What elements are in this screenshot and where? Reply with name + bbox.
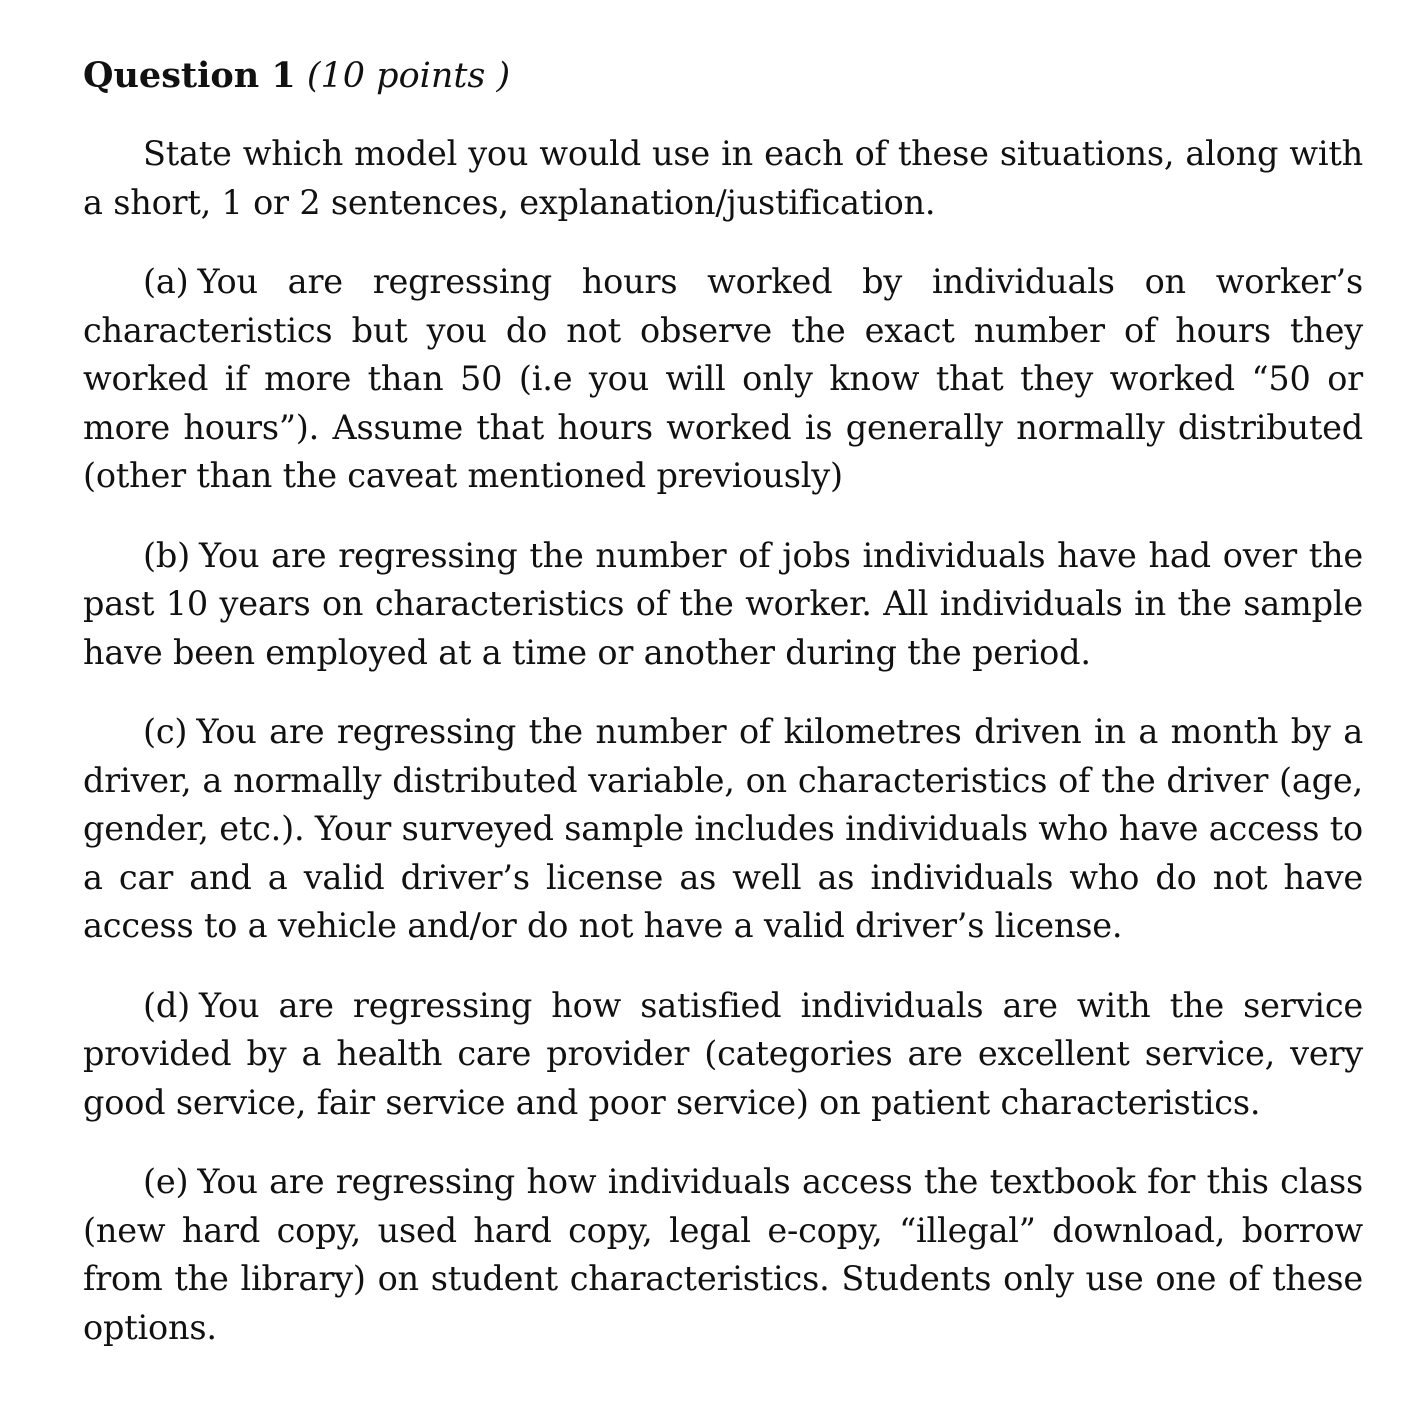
item-a xyxy=(83,258,1363,501)
question-heading xyxy=(83,52,1363,100)
item-text: You are regressing how satisfied individuals are with the service provided by a health care provider (categories are excellent service, very good service, fair service and poor service) on patient characteristics. xyxy=(83,985,1363,1122)
item-label: (e) xyxy=(143,1162,189,1201)
item-label: (a) xyxy=(143,262,189,301)
item-label: (b) xyxy=(143,535,190,575)
item-c xyxy=(83,708,1363,951)
item-text: You are regressing hours worked by individuals on worker’s characteristics but you do not observe the exact number of hours they worked if more than 50 (i.e you will only know that they worked “50 or more hours”). Assume that hours worked is generally normally distributed (other than the caveat mentioned previously) xyxy=(83,262,1363,495)
question-page xyxy=(83,52,1363,1352)
item-text: You are regressing how individuals access the textbook for this class (new hard copy, used hard copy, legal e-copy, “illegal” download, borrow from the library) on student characteristics. Students only use one of these options. xyxy=(83,1162,1363,1347)
question-intro: State which model you would use in each of these situations, along with a short, 1 or 2 sentences, explanation/justification. xyxy=(83,134,1363,222)
item-e xyxy=(83,1158,1363,1352)
item-label: (c) xyxy=(143,712,188,751)
question-title: Question 1 xyxy=(83,55,296,96)
item-text: You are regressing the number of jobs individuals have had over the past 10 years on characteristics of the worker. All individuals in the sample have been employed at a time or another during the period. xyxy=(83,535,1363,672)
item-d xyxy=(83,982,1363,1128)
item-b xyxy=(83,532,1363,678)
question-points: (10 points ) xyxy=(306,56,511,96)
item-text: You are regressing the number of kilometres driven in a month by a driver, a normally distributed variable, on characteristics of the driver (age, gender, etc.). Your surveyed sample includes individuals who have access to a car and a valid driver’s license as well as individuals who do not have access to a vehicle and/or do not have a valid driver’s license. xyxy=(83,712,1363,945)
item-label: (d) xyxy=(143,985,190,1025)
